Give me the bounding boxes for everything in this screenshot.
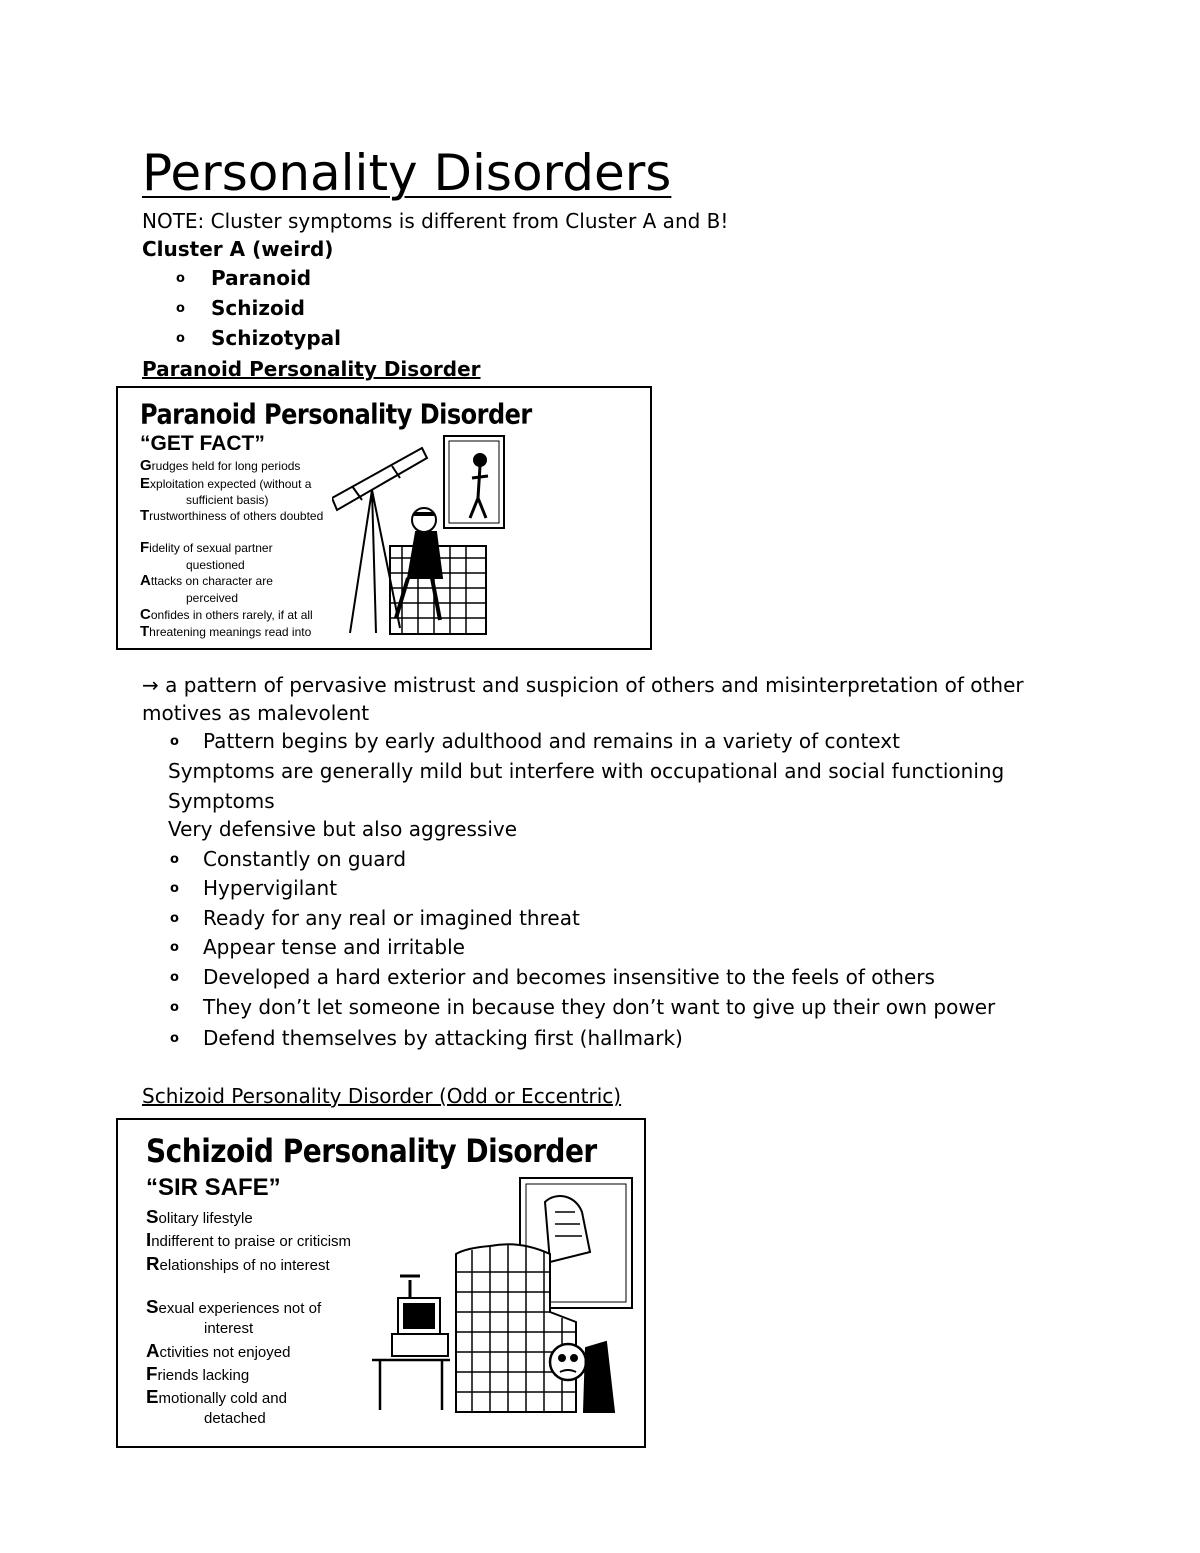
figure-title: Schizoid Personality Disorder xyxy=(146,1132,597,1170)
figure-item: Relationships of no interest xyxy=(146,1253,330,1274)
figure-item: sufficient basis) xyxy=(186,493,269,507)
bullet-icon: o xyxy=(170,970,179,985)
symptom-item: Hypervigilant xyxy=(203,876,338,900)
cluster-item-schizotypal: Schizotypal xyxy=(211,326,341,350)
paranoid-figure xyxy=(116,386,652,650)
cluster-a-heading: Cluster A (weird) xyxy=(142,237,334,261)
figure-item: questioned xyxy=(186,558,245,572)
figure-item: interest xyxy=(204,1320,254,1337)
page-title: Personality Disorders xyxy=(142,144,672,202)
figure-item: Solitary lifestyle xyxy=(146,1206,253,1227)
bullet-icon: o xyxy=(170,1031,179,1046)
bullet-icon: o xyxy=(170,1000,179,1015)
figure-item: Sexual experiences not of xyxy=(146,1296,322,1317)
defensive-text: Very defensive but also aggressive xyxy=(168,817,518,841)
figure-item: detached xyxy=(204,1410,266,1427)
paranoid-heading: Paranoid Personality Disorder xyxy=(142,357,481,381)
symptoms-label: Symptoms xyxy=(168,789,275,813)
figure-item: Emotionally cold and xyxy=(146,1386,287,1407)
figure-title: Paranoid Personality Disorder xyxy=(140,398,532,431)
figure-item: Trustworthiness of others doubted xyxy=(140,507,324,524)
cluster-item-paranoid: Paranoid xyxy=(211,266,312,290)
cluster-item-schizoid: Schizoid xyxy=(211,296,305,320)
symptom-item: Appear tense and irritable xyxy=(203,935,465,959)
bullet-icon: o xyxy=(170,852,179,867)
bullet-icon: o xyxy=(170,911,179,926)
symptom-item: Constantly on guard xyxy=(203,847,407,871)
figure-mnemonic: “GET FACT” xyxy=(140,432,265,455)
bullet-icon: o xyxy=(170,881,179,896)
bullet-icon: o xyxy=(176,271,185,286)
definition-line-2: motives as malevolent xyxy=(142,701,370,725)
note-text: NOTE: Cluster symptoms is different from Cluster A and B! xyxy=(142,209,729,233)
figure-mnemonic: “SIR SAFE” xyxy=(146,1174,281,1201)
figure-item: Fidelity of sexual partner xyxy=(140,539,273,556)
bullet-icon: o xyxy=(176,301,185,316)
symptom-item: Defend themselves by attacking first (hallmark) xyxy=(203,1026,683,1050)
schizoid-heading: Schizoid Personality Disorder (Odd or Eccentric) xyxy=(142,1084,622,1108)
definition-line-1: → a pattern of pervasive mistrust and suspicion of others and misinterpretation of other xyxy=(142,673,1024,697)
symptom-item: Developed a hard exterior and becomes insensitive to the feels of others xyxy=(203,965,935,989)
symptom-item: They don’t let someone in because they don’t want to give up their own power xyxy=(203,995,996,1019)
bullet-icon: o xyxy=(176,331,185,346)
pattern-text: Pattern begins by early adulthood and remains in a variety of context xyxy=(203,729,900,753)
figure-item: Friends lacking xyxy=(146,1363,250,1384)
paranoid-cartoon-illustration xyxy=(332,428,512,643)
symptom-item: Ready for any real or imagined threat xyxy=(203,906,580,930)
bullet-icon: o xyxy=(170,940,179,955)
figure-item: Attacks on character are xyxy=(140,572,273,589)
figure-item: Indifferent to praise or criticism xyxy=(146,1229,352,1250)
schizoid-figure xyxy=(116,1118,646,1448)
figure-item: perceived xyxy=(186,591,239,605)
figure-item: Grudges held for long periods xyxy=(140,457,301,474)
figure-item: Confides in others rarely, if at all xyxy=(140,606,313,623)
bullet-icon: o xyxy=(170,734,179,749)
schizoid-cartoon-illustration xyxy=(370,1172,638,1422)
figure-item: Exploitation expected (without a xyxy=(140,475,312,492)
figure-item: Threatening meanings read into xyxy=(140,623,312,640)
mild-symptoms-text: Symptoms are generally mild but interfere with occupational and social functioning xyxy=(168,759,1005,783)
figure-item: Activities not enjoyed xyxy=(146,1340,291,1361)
